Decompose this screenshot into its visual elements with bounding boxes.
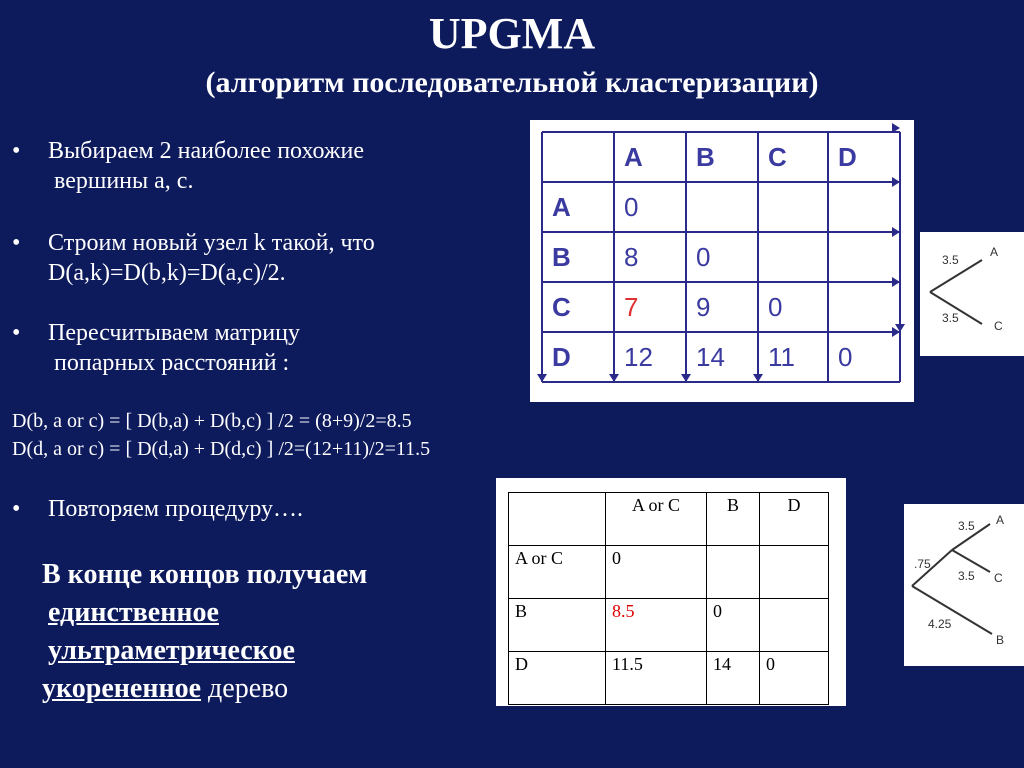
matrix2-col-header: D <box>760 493 829 546</box>
bullet-marker: • <box>12 230 21 256</box>
matrix1-row-header: B <box>552 242 571 272</box>
bullet-2-line1: Строим новый узел k такой, что <box>48 230 375 256</box>
matrix1-row-header: D <box>552 342 571 372</box>
formula-d: D(d, a or c) = [ D(d,a) + D(d,c) ] /2=(12+11)/2=11.5 <box>12 438 431 460</box>
matrix2-cell: 14 <box>707 652 760 705</box>
bullet-marker: • <box>12 496 21 522</box>
bullet-4: Повторяем процедуру…. <box>48 496 304 522</box>
tree1-branch-label: 3.5 <box>942 311 959 325</box>
distance-matrix-step2 <box>496 478 846 706</box>
conclusion-line4-underlined: укорененное <box>42 673 202 704</box>
slide-title: UPGMA <box>428 9 596 58</box>
matrix2-cell: 0 <box>760 652 829 705</box>
matrix2-cell: 11.5 <box>606 652 707 705</box>
distance-matrix-initial <box>530 120 914 402</box>
tree2-branch-label: 3.5 <box>958 569 975 583</box>
conclusion-line4-rest: дерево <box>201 673 289 704</box>
tree2-leaf: B <box>996 633 1005 647</box>
matrix1-col-header: B <box>696 142 715 172</box>
distance-matrix-initial-grid <box>530 120 914 402</box>
tree-step1-svg <box>920 232 1024 356</box>
matrix2-cell: 0 <box>606 546 707 599</box>
matrix2-row-header: D <box>509 652 606 705</box>
matrix1-col-header: D <box>838 142 857 172</box>
matrix2-row-header: B <box>509 599 606 652</box>
matrix2-cell <box>760 599 829 652</box>
tree2-leaf: C <box>994 571 1003 585</box>
conclusion <box>42 556 367 708</box>
tree-step2 <box>904 504 1024 666</box>
tree2-branch-label: .75 <box>914 557 931 571</box>
matrix2-col-header: B <box>707 493 760 546</box>
bullet-2-line2: D(a,k)=D(b,k)=D(a,c)/2. <box>48 260 286 286</box>
bullet-1-line1: Выбираем 2 наиболее похожие <box>48 138 365 164</box>
bullet-marker: • <box>12 320 21 346</box>
matrix2-cell <box>707 546 760 599</box>
matrix1-row-header: C <box>552 292 571 322</box>
matrix1-cell: 0 <box>624 192 639 222</box>
matrix2-corner-cell <box>509 493 606 546</box>
bullet-marker: • <box>12 138 21 164</box>
tree1-leaf: C <box>994 319 1003 333</box>
matrix2-col-header: A or C <box>606 493 707 546</box>
matrix1-cell: 0 <box>696 242 711 272</box>
matrix1-cell: 14 <box>696 342 725 372</box>
bullet-1-line2: вершины a, c. <box>54 168 194 194</box>
matrix2-cell <box>760 546 829 599</box>
bullet-3-line2: попарных расстояний : <box>54 350 290 376</box>
tree-step1 <box>920 232 1024 356</box>
formula-b: D(b, a or c) = [ D(b,a) + D(b,c) ] /2 = (8+9)/2=8.5 <box>12 410 412 432</box>
bullet-1 <box>48 136 364 196</box>
conclusion-line3: ультраметрическое <box>48 635 295 666</box>
conclusion-line2: единственное <box>48 597 219 628</box>
matrix1-cell: 9 <box>696 292 711 322</box>
matrix1-col-header: C <box>768 142 787 172</box>
tree1-branch-label: 3.5 <box>942 253 959 267</box>
tree2-branch-label: 3.5 <box>958 519 975 533</box>
distance-matrix-step2-table <box>508 492 829 705</box>
tree2-leaf: A <box>996 513 1005 527</box>
matrix1-cell: 0 <box>768 292 783 322</box>
matrix2-cell-highlight: 8.5 <box>606 599 707 652</box>
bullet-3-line1: Пересчитываем матрицу <box>48 320 300 346</box>
matrix1-cell: 12 <box>624 342 653 372</box>
tree2-branch-label: 4.25 <box>928 617 952 631</box>
matrix1-cell: 0 <box>838 342 853 372</box>
matrix1-cell: 11 <box>768 342 795 372</box>
conclusion-line1: В конце концов получаем <box>42 559 368 590</box>
matrix1-row-header: A <box>552 192 571 222</box>
matrix2-cell: 0 <box>707 599 760 652</box>
tree-step2-svg <box>904 504 1024 666</box>
bullet-2 <box>48 228 375 288</box>
matrix2-row-header: A or C <box>509 546 606 599</box>
slide-subtitle: (алгоритм последовательной кластеризации) <box>205 66 819 99</box>
matrix1-cell-highlight: 7 <box>624 292 639 322</box>
matrix1-cell: 8 <box>624 242 639 272</box>
tree1-leaf: A <box>990 245 999 259</box>
bullet-3 <box>48 318 300 378</box>
matrix1-col-header: A <box>624 142 643 172</box>
